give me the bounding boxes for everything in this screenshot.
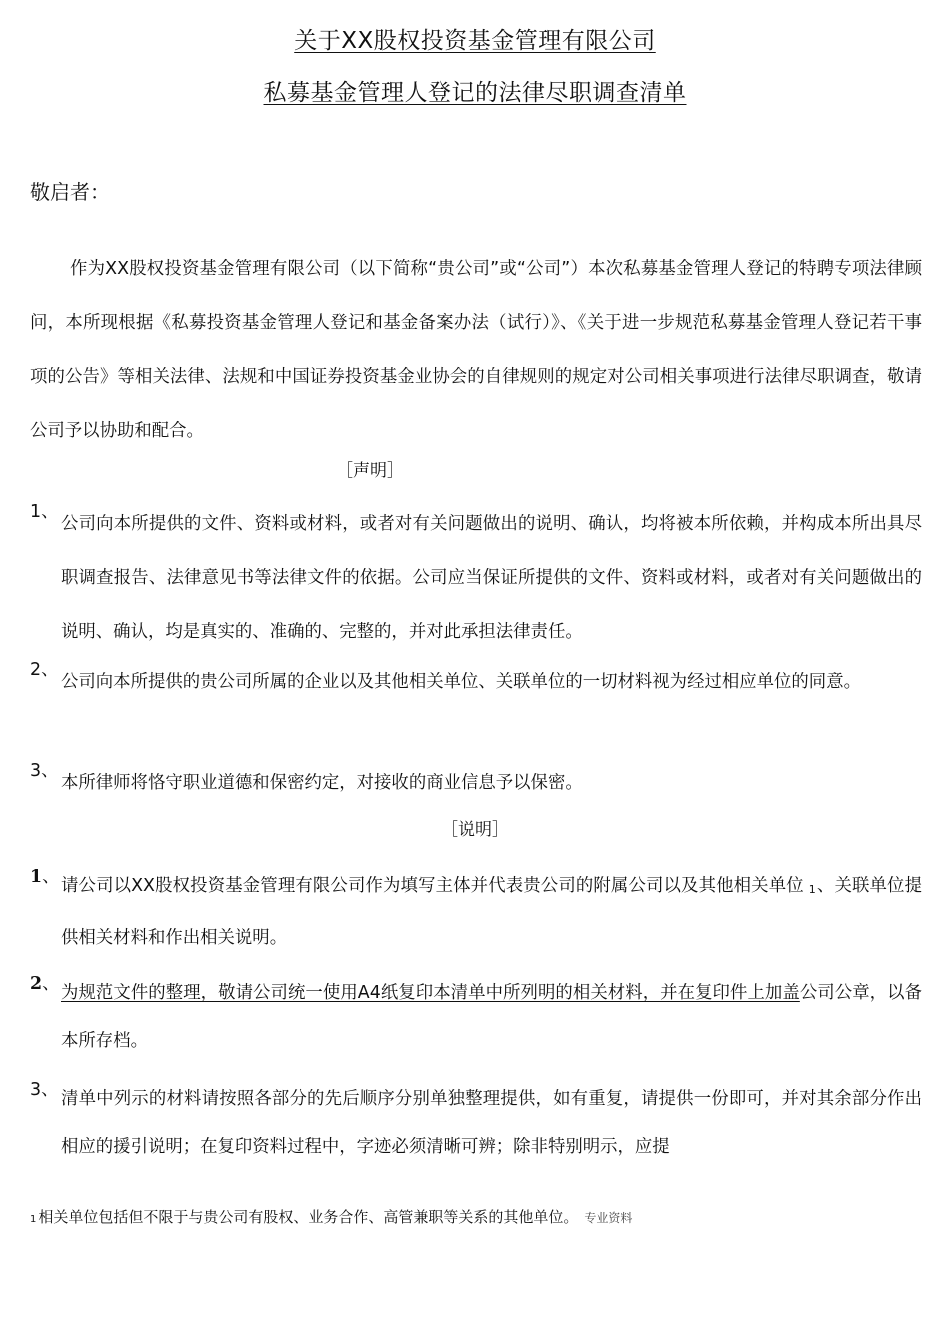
declaration-item-2: [30, 655, 922, 709]
item-number: 1、: [30, 502, 59, 522]
notes-heading: ［说明］: [441, 820, 509, 840]
document-title-line2: 私募基金管理人登记的法律尽职调查清单: [263, 80, 687, 106]
notes-item-3: [30, 1075, 922, 1171]
footnote: [30, 1206, 632, 1227]
greeting: 敬启者：: [30, 180, 110, 204]
item-text: 公司向本所提供的文件、资料或材料，或者对有关问题做出的说明、确认，均将被本所依赖，并构成本所出具尽职调查报告、法律意见书等法律文件的依据。公司应当保证所提供的文件、资料或材料，或者对有关问题做出的说明、确认，均是真实的、准确的、完整的，并对此承担法律责任。: [61, 514, 922, 642]
item-text: 清单中列示的材料请按照各部分的先后顺序分别单独整理提供，如有重复，请提供一份即可，并对其余部分作出相应的援引说明；在复印资料过程中，字迹必须清晰可辨；除非特别明示，应提: [61, 1089, 922, 1157]
item-text: 本所律师将恪守职业道德和保密约定，对接收的商业信息予以保密。: [61, 773, 583, 793]
item-number: 1、: [30, 867, 60, 887]
item-number: 2、: [30, 660, 59, 680]
watermark-text: 专业资料: [584, 1211, 633, 1225]
item-number: 3、: [30, 761, 59, 781]
item-text: 为规范文件的整理，敬请公司统一使用A4纸复印本清单中所列明的相关材料，并在复印件上加盖公司公章，以备本所存档。: [61, 983, 922, 1051]
notes-item-1: [30, 862, 922, 962]
footnote-mark: 1: [30, 1214, 37, 1225]
declaration-heading: ［声明］: [336, 461, 404, 481]
item-text: 请公司以XX股权投资基金管理有限公司作为填写主体并代表贵公司的附属公司以及其他相关单位 1、关联单位提供相关材料和作出相关说明。: [61, 876, 922, 948]
footnote-reference: 1: [808, 883, 816, 896]
item-number: 3、: [30, 1080, 59, 1100]
item-number: 2、: [30, 974, 60, 994]
declaration-item-1: [30, 497, 922, 659]
footnote-text: 相关单位包括但不限于与贵公司有股权、业务合作、高管兼职等关系的其他单位。: [38, 1208, 579, 1226]
declaration-item-3: [30, 756, 922, 810]
document-title-line1: 关于XX股权投资基金管理有限公司: [294, 28, 656, 54]
notes-item-2: [30, 969, 922, 1065]
intro-paragraph: 作为XX股权投资基金管理有限公司（以下简称“贵公司”或“公司”）本次私募基金管理人登记的特聘专项法律顾问，本所现根据《私募投资基金管理人登记和基金备案办法（试行）》、《关于进一步规范私募基金管理人登记若干事项的公告》等相关法律、法规和中国证券投资基金业协会的自律规则的规定对公司相关事项进行法律尽职调查，敬请公司予以协助和配合。: [30, 259, 922, 441]
item-text: 公司向本所提供的贵公司所属的企业以及其他相关单位、关联单位的一切材料视为经过相应单位的同意。: [61, 672, 861, 692]
